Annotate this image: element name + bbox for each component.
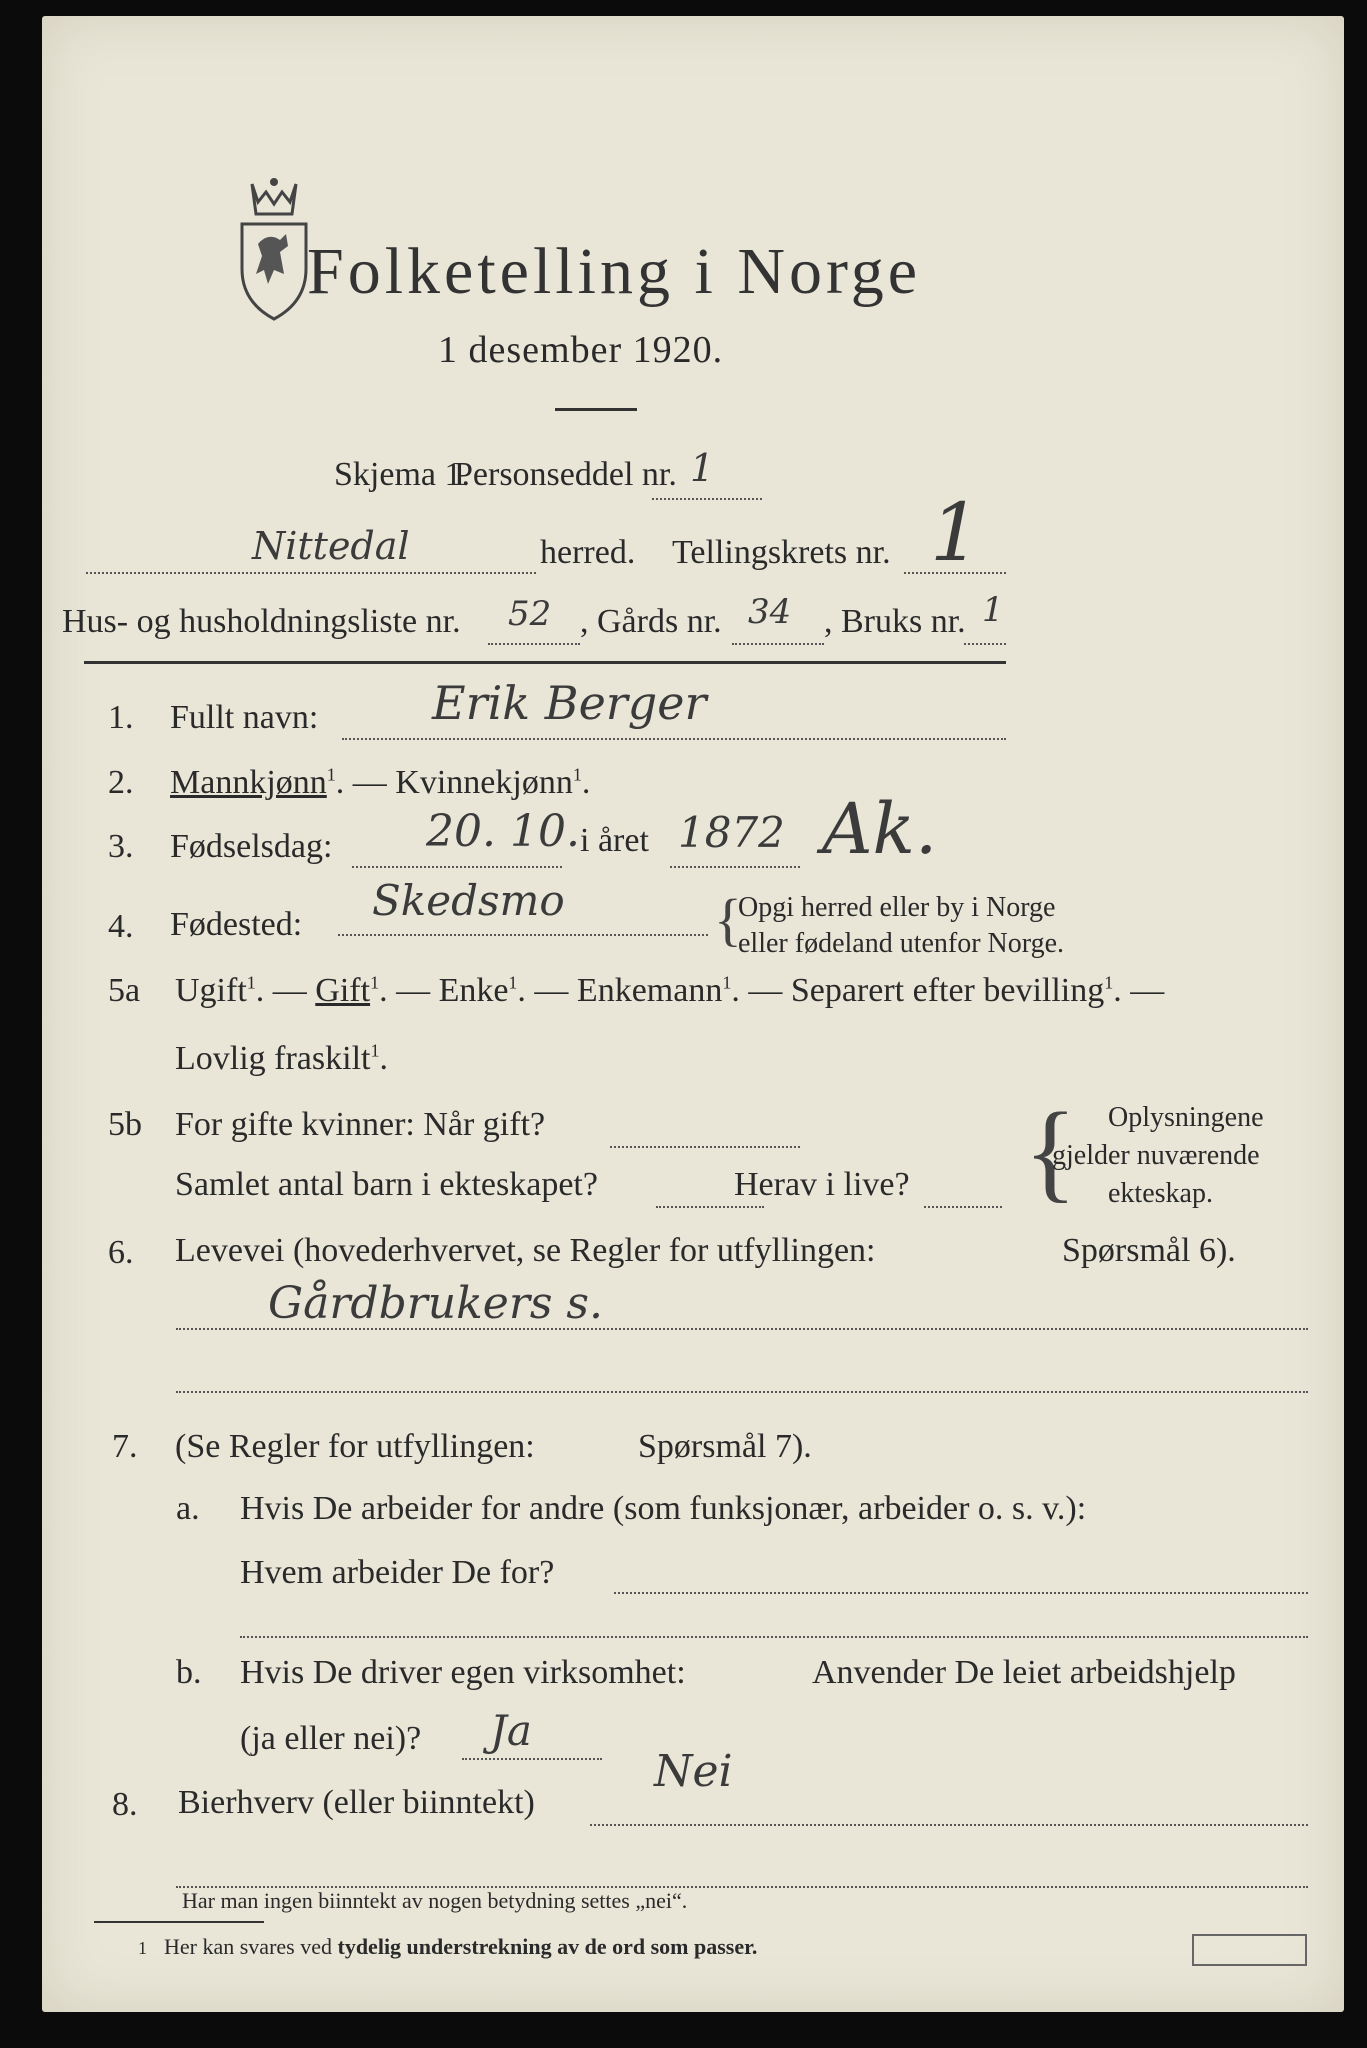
hired-help-value[interactable]: Ja: [490, 1706, 532, 1755]
bruks-label: , Bruks nr.: [824, 603, 966, 640]
q7b-text-right: Anvender De leiet arbeidshjelp: [812, 1654, 1236, 1691]
ugift-option[interactable]: Ugift: [175, 972, 247, 1009]
barn-field[interactable]: [656, 1206, 764, 1208]
q4-number: 4.: [108, 908, 134, 945]
husholdningsliste-value[interactable]: 52: [508, 594, 552, 634]
aret-label: i året: [580, 822, 649, 859]
q7-label-ref: Spørsmål 7).: [638, 1428, 812, 1465]
birth-date-value[interactable]: 20. 10.: [426, 806, 580, 857]
q7b-text: Hvis De driver egen virksomhet:: [240, 1654, 686, 1691]
herav-i-live-field[interactable]: [924, 1206, 1002, 1208]
q8-label: Bierhverv (eller biinntekt): [178, 1784, 535, 1821]
footnote-marker: 1: [572, 764, 582, 785]
gards-value[interactable]: 34: [748, 592, 792, 632]
q7b-letter: b.: [176, 1654, 202, 1691]
mannkjonn-option[interactable]: Mannkjønn: [170, 764, 327, 801]
q2-number: 2.: [108, 764, 134, 801]
census-form: [42, 16, 1344, 2012]
side-income-value[interactable]: Nei: [654, 1746, 733, 1797]
personseddel-value[interactable]: 1: [690, 446, 715, 490]
q5b-number: 5b: [108, 1106, 142, 1143]
birthplace-value[interactable]: Skedsmo: [372, 876, 565, 925]
separert-option[interactable]: Separert efter bevilling: [790, 972, 1105, 1009]
q5b-line1: For gifte kvinner: Når gift?: [175, 1106, 546, 1143]
enke-option[interactable]: Enke: [438, 972, 509, 1009]
q5a-status-options: Ugift$^1$. — Gift$^1$. — Enke$^1$. — Enkemann$^1$. — Separert efter bevilling$^1$. —: [175, 972, 1165, 1009]
q7-number: 7.: [112, 1428, 138, 1465]
q4-label: Fødested:: [170, 906, 303, 943]
brace: {: [1024, 1090, 1077, 1212]
header-rule: [84, 661, 1006, 664]
footnote-number: 1: [138, 1938, 147, 1958]
fraskilt-option[interactable]: Lovlig fraskilt: [175, 1040, 371, 1077]
q1-number: 1.: [108, 699, 134, 736]
q5b-note-line3: ekteskap.: [1108, 1178, 1213, 1209]
gards-label: , Gårds nr.: [580, 603, 722, 640]
occupation-value[interactable]: Gårdbrukers s.: [268, 1278, 603, 1329]
q7b-text2: (ja eller nei)?: [240, 1720, 422, 1757]
q4-note-line1: Opgi herred eller by i Norge: [738, 892, 1056, 923]
enkemann-option[interactable]: Enkemann: [576, 972, 723, 1009]
q3-label: Fødselsdag:: [170, 828, 333, 865]
brace: {: [714, 887, 742, 952]
q6-label-ref: Spørsmål 6).: [1062, 1232, 1236, 1269]
printer-stamp: [1192, 1934, 1307, 1966]
birth-note-value: Ak.: [822, 788, 938, 870]
census-date: 1 desember 1920.: [438, 329, 724, 371]
tellingskrets-label: Tellingskrets nr.: [672, 534, 891, 571]
gift-option[interactable]: Gift: [315, 972, 371, 1009]
nar-gift-field[interactable]: [610, 1146, 800, 1148]
employer-field[interactable]: [614, 1592, 1308, 1594]
title-divider: [555, 408, 637, 411]
full-name-value[interactable]: Erik Berger: [432, 676, 707, 730]
q7-label: (Se Regler for utfyllingen:: [175, 1428, 535, 1465]
kvinnekjonn-option[interactable]: Kvinnekjønn: [395, 764, 573, 801]
herred-value[interactable]: Nittedal: [252, 524, 410, 568]
q7a-text: Hvis De arbeider for andre (som funksjonær, arbeider o. s. v.):: [240, 1490, 1087, 1527]
q5b-note-line1: Oplysningene: [1108, 1102, 1264, 1133]
form-title: Folketelling i Norge: [307, 235, 922, 308]
q4-note-line2: eller fødeland utenfor Norge.: [738, 928, 1065, 959]
q6-number: 6.: [108, 1234, 134, 1271]
norwegian-coat-of-arms-icon: [234, 174, 314, 324]
footnote-text: Her kan svares ved tydelig understrekning av de ord som passer.: [164, 1934, 758, 1959]
q5b-live-label: Herav i live?: [734, 1166, 910, 1203]
q7a-text2: Hvem arbeider De for?: [240, 1554, 555, 1591]
q5a-number: 5a: [108, 972, 141, 1009]
herred-label: herred.: [540, 534, 636, 571]
birth-year-value[interactable]: 1872: [678, 808, 785, 857]
personseddel-label: Personseddel nr.: [454, 456, 677, 493]
bruks-value[interactable]: 1: [982, 590, 1004, 630]
footer-note: Har man ingen biinntekt av nogen betydning settes „nei“.: [182, 1888, 688, 1913]
q6-label: Levevei (hovederhvervet, se Regler for utfyllingen:: [175, 1232, 876, 1269]
q7a-letter: a.: [176, 1490, 200, 1527]
q2-gender-options: Mannkjønn$^1$. — Kvinnekjønn$^1$.: [170, 764, 591, 801]
q5b-note-line2: gjelder nuværende: [1052, 1140, 1260, 1171]
husholdningsliste-label: Hus- og husholdningsliste nr.: [62, 603, 461, 640]
footnote-marker: 1: [326, 764, 336, 785]
skjema-label: Skjema 1.: [334, 456, 470, 493]
q3-number: 3.: [108, 828, 134, 865]
separator: . —: [335, 764, 396, 801]
q5b-barn-label: Samlet antal barn i ekteskapet?: [175, 1166, 598, 1203]
q5a-status-options-line2: Lovlig fraskilt$^1$.: [175, 1040, 388, 1077]
q1-label: Fullt navn:: [170, 699, 319, 736]
footnote-rule: [94, 1921, 264, 1923]
tellingskrets-value[interactable]: 1: [930, 486, 981, 579]
q8-number: 8.: [112, 1786, 138, 1823]
